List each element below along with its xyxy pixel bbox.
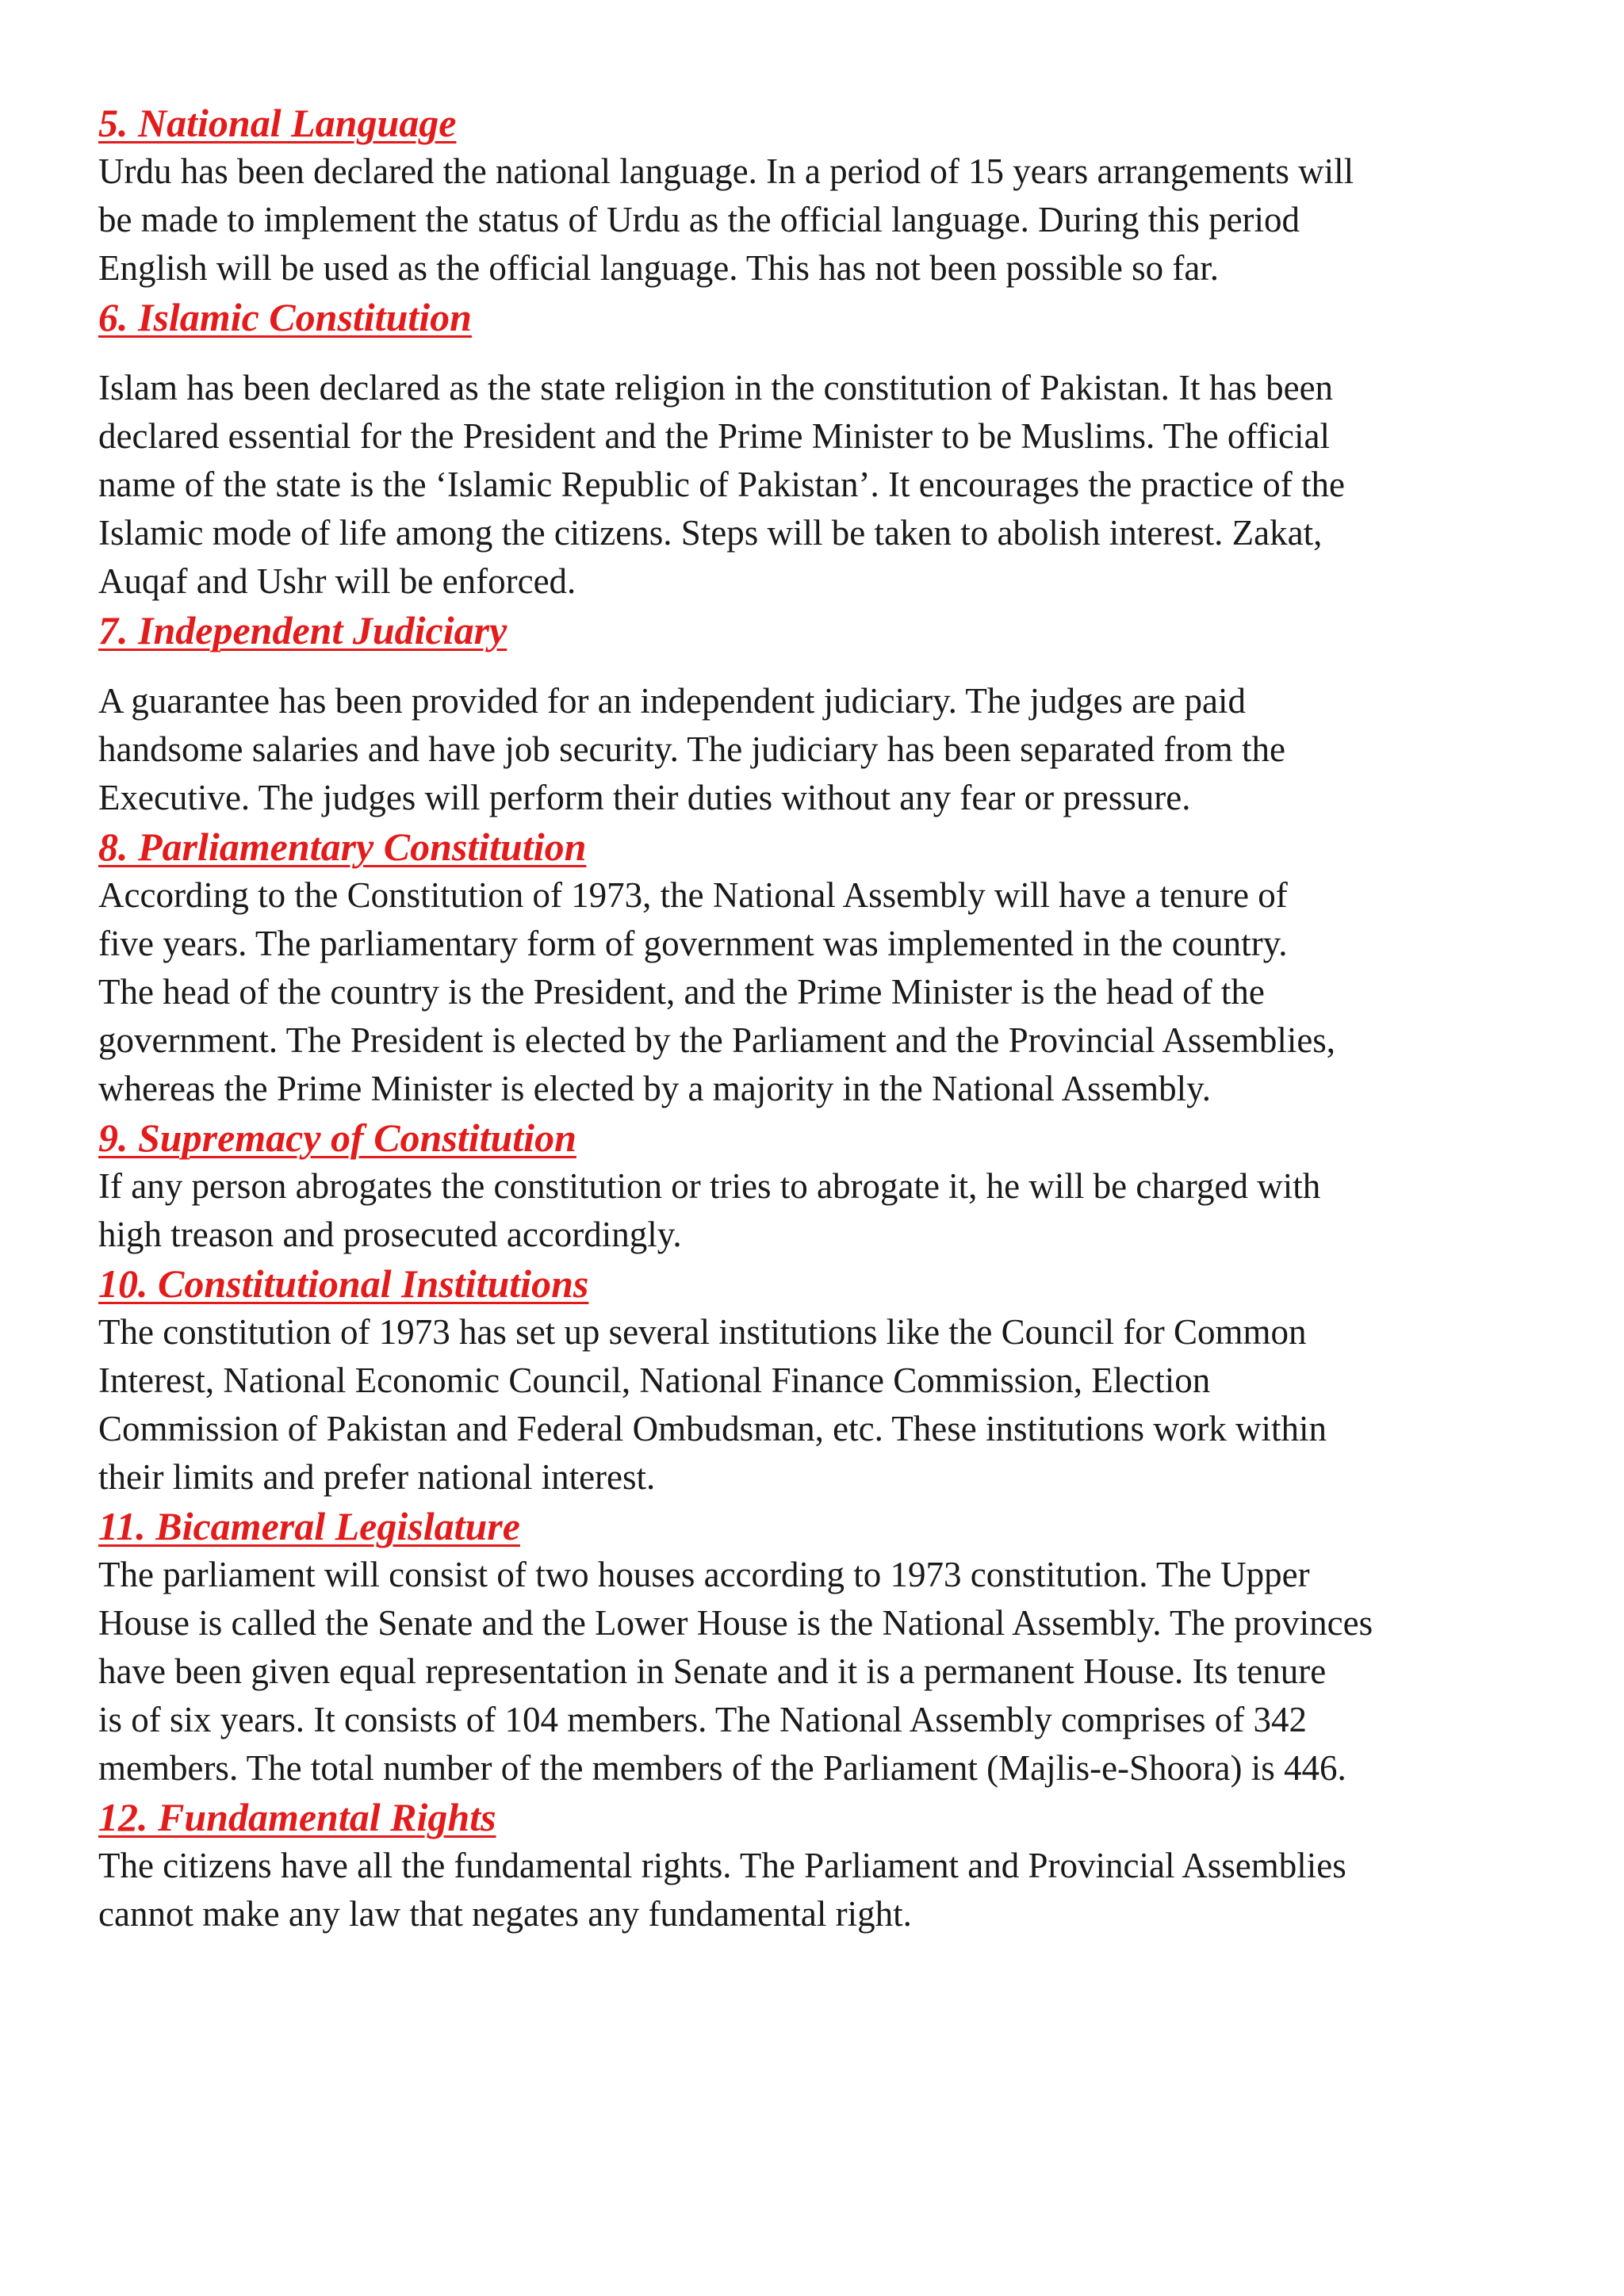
section-body — [98, 871, 1542, 1113]
section-national-language — [98, 98, 1542, 293]
body-line: Islam has been declared as the state religion in the constitution of Pakistan. It has been — [98, 368, 1334, 408]
body-line: high treason and prosecuted accordingly. — [98, 1215, 682, 1254]
body-line: The head of the country is the President, and the Prime Minister is the head of the — [98, 972, 1265, 1012]
section-heading: 7. Independent Judiciary — [98, 608, 508, 652]
body-line: The citizens have all the fundamental rights. The Parliament and Provincial Assemblies — [98, 1846, 1346, 1885]
body-line: be made to implement the status of Urdu as the official language. During this period — [98, 200, 1300, 239]
body-line: Executive. The judges will perform their duties without any fear or pressure. — [98, 778, 1191, 817]
section-fundamental-rights — [98, 1793, 1542, 1938]
body-line: A guarantee has been provided for an independent judiciary. The judges are paid — [98, 681, 1246, 721]
body-line: whereas the Prime Minister is elected by a majority in the National Assembly. — [98, 1069, 1211, 1108]
body-line: members. The total number of the members of the Parliament (Majlis-e-Shoora) is 446. — [98, 1748, 1346, 1788]
section-parliamentary-constitution — [98, 822, 1542, 1113]
section-heading: 9. Supremacy of Constitution — [98, 1115, 576, 1160]
body-line: government. The President is elected by the Parliament and the Provincial Assemblies, — [98, 1020, 1336, 1060]
section-constitutional-institutions — [98, 1259, 1542, 1502]
body-line: Auqaf and Ushr will be enforced. — [98, 561, 576, 601]
body-line: Commission of Pakistan and Federal Ombudsman, etc. These institutions work within — [98, 1409, 1327, 1448]
section-body — [98, 1551, 1542, 1793]
section-independent-judiciary — [98, 606, 1542, 822]
body-line: The constitution of 1973 has set up several institutions like the Council for Common — [98, 1312, 1307, 1352]
body-line: five years. The parliamentary form of government was implemented in the country. — [98, 924, 1288, 963]
body-line: cannot make any law that negates any fundamental right. — [98, 1894, 912, 1934]
document-page — [98, 98, 1542, 1938]
section-body — [98, 147, 1542, 293]
section-body — [98, 1842, 1542, 1938]
body-line: Urdu has been declared the national language. In a period of 15 years arrangements will — [98, 151, 1354, 191]
section-body — [98, 1162, 1542, 1259]
body-line: name of the state is the ‘Islamic Republic of Pakistan’. It encourages the practice of the — [98, 465, 1345, 504]
section-bicameral-legislature — [98, 1502, 1542, 1793]
body-line: House is called the Senate and the Lower House is the National Assembly. The provinces — [98, 1603, 1373, 1643]
section-body — [98, 677, 1542, 822]
section-heading: 12. Fundamental Rights — [98, 1795, 496, 1839]
section-heading: 6. Islamic Constitution — [98, 295, 472, 339]
body-line: have been given equal representation in Senate and it is a permanent House. Its tenure — [98, 1651, 1327, 1691]
section-body — [98, 364, 1542, 606]
section-body — [98, 1308, 1542, 1502]
body-line: According to the Constitution of 1973, the National Assembly will have a tenure of — [98, 875, 1288, 915]
body-line: their limits and prefer national interest. — [98, 1457, 656, 1497]
section-supremacy-of-constitution — [98, 1113, 1542, 1259]
body-line: The parliament will consist of two houses according to 1973 constitution. The Upper — [98, 1555, 1310, 1594]
section-heading: 10. Constitutional Institutions — [98, 1261, 589, 1306]
section-islamic-constitution — [98, 293, 1542, 606]
body-line: If any person abrogates the constitution or tries to abrogate it, he will be charged with — [98, 1166, 1321, 1206]
body-line: Islamic mode of life among the citizens. Steps will be taken to abolish interest. Zakat, — [98, 513, 1323, 553]
body-line: Interest, National Economic Council, National Finance Commission, Election — [98, 1360, 1211, 1400]
body-line: is of six years. It consists of 104 members. The National Assembly comprises of 342 — [98, 1700, 1307, 1739]
body-line: handsome salaries and have job security. The judiciary has been separated from the — [98, 729, 1285, 769]
section-heading: 11. Bicameral Legislature — [98, 1504, 520, 1548]
body-line: English will be used as the official language. This has not been possible so far. — [98, 248, 1220, 288]
section-heading: 5. National Language — [98, 101, 457, 145]
body-line: declared essential for the President and the Prime Minister to be Muslims. The official — [98, 416, 1330, 456]
section-heading: 8. Parliamentary Constitution — [98, 825, 587, 869]
